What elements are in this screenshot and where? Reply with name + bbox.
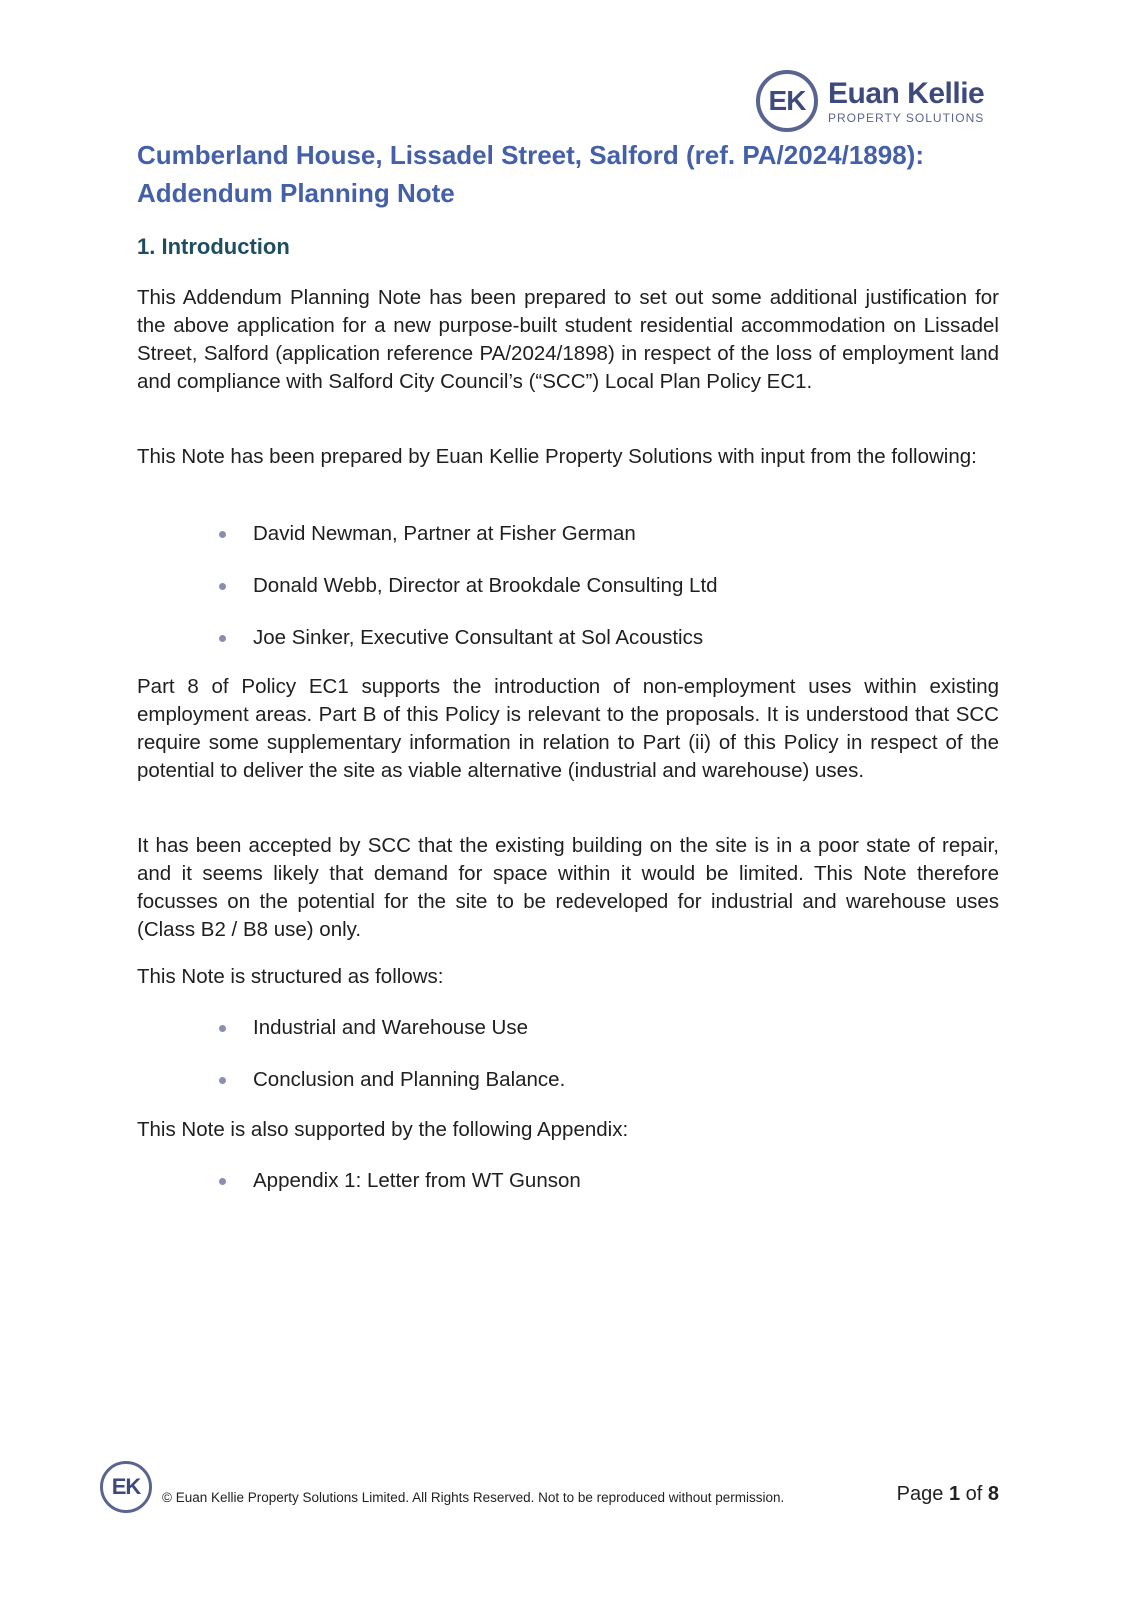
bullet-icon <box>219 583 226 590</box>
bullet-icon <box>219 635 226 642</box>
bullet-icon <box>219 1077 226 1084</box>
paragraph-appendix-intro: This Note is also supported by the following Appendix: <box>137 1118 629 1141</box>
paragraph-prepared-by: This Note has been prepared by Euan Kellie Property Solutions with input from the following: <box>137 445 977 468</box>
bullet-icon <box>219 1025 226 1032</box>
list-item: Industrial and Warehouse Use <box>217 1014 565 1066</box>
bullet-icon <box>219 1178 226 1185</box>
contributors-list <box>217 520 718 676</box>
document-title: Cumberland House, Lissadel Street, Salford (ref. PA/2024/1898): Addendum Planning Note <box>137 140 924 208</box>
list-item: Joe Sinker, Executive Consultant at Sol Acoustics <box>217 624 718 676</box>
company-logo <box>756 66 998 136</box>
structure-list <box>217 1014 565 1118</box>
bullet-icon <box>219 531 226 538</box>
paragraph-existing-building: It has been accepted by SCC that the existing building on the site is in a poor state of repair, and it seems likely that demand for space within it would be limited. This Note therefore focusses on the potential for the site to be redeveloped for industrial and warehouse uses (Class B2 / B8 use) only. <box>137 834 999 941</box>
list-item: Appendix 1: Letter from WT Gunson <box>217 1167 581 1219</box>
list-item: Conclusion and Planning Balance. <box>217 1066 565 1118</box>
footer-copyright: © Euan Kellie Property Solutions Limited. All Rights Reserved. Not to be reproduced without permission. <box>162 1490 785 1505</box>
paragraph-purpose: This Addendum Planning Note has been prepared to set out some additional justification for the above application for a new purpose-built student residential accommodation on Lissadel Street, Salford (application reference PA/2024/1898) in respect of the loss of employment land and compliance with Salford City Council’s (“SCC”) Local Plan Policy EC1. <box>137 286 999 393</box>
list-item: Donald Webb, Director at Brookdale Consulting Ltd <box>217 572 718 624</box>
paragraph-structure-intro: This Note is structured as follows: <box>137 965 444 988</box>
brand-name: Euan Kellie <box>828 76 985 110</box>
appendix-list <box>217 1167 581 1219</box>
page-number: Page 1 of 8 <box>896 1483 999 1505</box>
footer-logo: EK <box>100 1461 152 1513</box>
section-heading: 1. Introduction <box>137 234 290 259</box>
brand-subtitle: PROPERTY SOLUTIONS <box>828 110 985 125</box>
paragraph-policy-ec1: Part 8 of Policy EC1 supports the introduction of non-employment uses within existing employment areas. Part B of this Policy is relevant to the proposals. It is understood that SCC require some supplementary information in relation to Part (ii) of this Policy in respect of the potential to deliver the site as viable alternative (industrial and warehouse) uses. <box>137 675 999 782</box>
brand-text <box>828 76 985 125</box>
ek-logo-badge: EK <box>756 70 818 132</box>
list-item: David Newman, Partner at Fisher German <box>217 520 718 572</box>
